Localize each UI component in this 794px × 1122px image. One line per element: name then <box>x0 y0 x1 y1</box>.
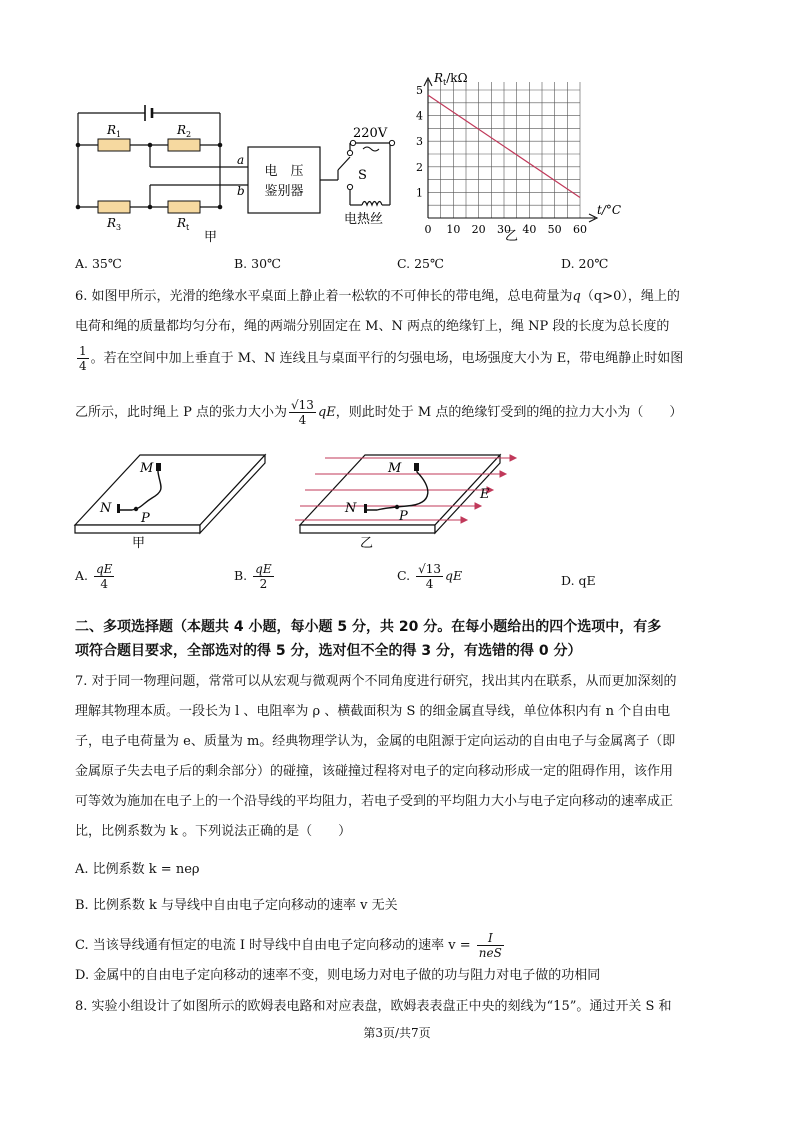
fig-caption-jia: 甲 <box>204 230 218 245</box>
resistor-r1 <box>98 139 130 151</box>
x-tick-label: 60 <box>573 223 587 236</box>
yi-label-e: E <box>480 487 490 502</box>
label-a: a <box>237 153 245 167</box>
jia-label-n: N <box>100 501 112 516</box>
circuit-diagram <box>70 95 410 250</box>
y-tick-label: 5 <box>416 84 423 97</box>
q7-line5: 可等效为施加在电子上的一个沿导线的平均阻力，若电子受到的平均阻力大小与电子定向移动的速率成正 <box>75 794 674 809</box>
y-tick-label: 2 <box>416 160 423 174</box>
jia-label-p: P <box>141 511 150 526</box>
x-tick-label: 30 <box>497 223 511 236</box>
q6-line2: 电荷和绳的质量都均匀分布，绳的两端分别固定在 M、N 两点的绝缘钉上，绳 NP 段的长度为总长度的 <box>75 319 670 334</box>
yi-label-p: P <box>399 509 408 524</box>
x-tick-label: 50 <box>547 223 562 236</box>
x-tick-label: 10 <box>446 223 461 236</box>
heater-label: 电热丝 <box>344 212 384 227</box>
label-rt: $R_t$ <box>177 216 190 232</box>
q6-option-a[interactable]: A. $\frac{qE}{4}$ <box>75 562 113 591</box>
chart-ylabel: $R_t/k\Omega$ <box>434 71 468 87</box>
rt-temperature-chart <box>410 68 625 246</box>
q6-line3: $\frac{1}{4}$ 。若在空间中加上垂直于 M、N 连线且与桌面平行的匀强电场，电场强度大小为 E，带电绳静止时如图 <box>79 344 684 373</box>
x-tick-label: 0 <box>424 223 432 236</box>
label-r3: $R_3$ <box>107 216 122 232</box>
q6-jia-caption: 甲 <box>132 536 146 550</box>
q6-fraction: $\frac{1}{4}$ <box>79 344 87 373</box>
q7-line6: 比，比例系数为 k 。下列说法正确的是（ ） <box>75 824 352 839</box>
x-tick-label: 40 <box>522 223 537 236</box>
q5-option-b[interactable]: B. 30℃ <box>234 256 282 271</box>
x-tick-label: 20 <box>471 223 486 236</box>
fig-caption-yi: 乙 <box>505 229 519 244</box>
q7-option-b[interactable]: B. 比例系数 k 与导线中自由电子定向移动的速率 v 无关 <box>75 898 398 913</box>
q7-option-d[interactable]: D. 金属中的自由电子定向移动的速率不变，则电场力对电子做的功与阻力对电子做的功相同 <box>75 968 601 983</box>
q6-yi-caption: 乙 <box>360 536 374 550</box>
q5-option-c[interactable]: C. 25℃ <box>397 256 444 271</box>
q8-line1: 8. 实验小组设计了如图所示的欧姆表电路和对应表盘，欧姆表表盘正中央的刻线为“15”。通过开关 S 和 <box>75 999 672 1014</box>
switch-label: S <box>358 168 367 183</box>
q6-figure-yi <box>295 450 520 550</box>
label-r1: $R_1$ <box>107 123 122 139</box>
resistor-r2 <box>168 139 200 151</box>
q7-line2: 理解其物理本质。一段长为 l 、电阻率为 ρ 、横截面积为 S 的细金属直导线，单位体积内有 n 个自由电 <box>75 704 671 719</box>
resistor-r3 <box>98 201 130 213</box>
y-tick-label: 4 <box>416 109 423 123</box>
q6-figure-jia <box>70 450 270 550</box>
y-tick-label: 1 <box>416 186 423 200</box>
q5-option-a[interactable]: A. 35℃ <box>75 256 122 271</box>
section2-heading-line2: 项符合题目要求，全部选对的得 5 分，选对但不全的得 3 分，有选错的得 0 分） <box>75 643 582 659</box>
q7-line3: 子，电子电荷量为 e、质量为 m。经典物理学认为，金属的电阻源于定向运动的自由电子与金属离子（即 <box>75 734 676 749</box>
page-footer: 第3页/共7页 <box>363 1026 431 1040</box>
q7-option-a[interactable]: A. 比例系数 k = neρ <box>75 862 200 877</box>
q7-option-c[interactable]: C. 当该导线通有恒定的电流 I 时导线中自由电子定向移动的速率 v = $\frac{I}{\text{neS}}$ <box>75 931 502 960</box>
label-r2: $R_2$ <box>177 123 192 139</box>
q7-line4: 金属原子失去电子后的剩余部分）的碰撞，该碰撞过程将对电子的定向移动形成一定的阻碍作用，该作用 <box>75 764 674 779</box>
label-b: b <box>237 184 245 198</box>
q6-option-c[interactable]: C. $\frac{√13}{4}$ qE <box>397 562 463 591</box>
jia-label-m: M <box>140 461 154 476</box>
yi-label-m: M <box>388 461 402 476</box>
chart-xlabel: t/°C <box>597 203 622 217</box>
box-line2: 鉴别器 <box>264 184 304 199</box>
yi-label-n: N <box>345 501 357 516</box>
q7-line1: 7. 对于同一物理问题，常常可以从宏观与微观两个不同角度进行研究，找出其内在联系，从而更加深刻的 <box>75 674 677 689</box>
resistor-rt <box>168 201 200 213</box>
q6-line4: 乙所示，此时绳上 P 点的张力大小为 $\frac{√13}{4}$ qE，则此时处于 M 点的绝缘钉受到的绳的拉力大小为（ ） <box>75 398 683 427</box>
q6-option-b[interactable]: B. $\frac{qE}{2}$ <box>234 562 272 591</box>
q5-option-d[interactable]: D. 20℃ <box>561 256 609 271</box>
y-tick-label: 3 <box>416 135 423 149</box>
q6-line1: 6. 如图甲所示，光滑的绝缘水平桌面上静止着一松软的不可伸长的带电绳，总电荷量为q（q>0），绳上的 <box>75 289 680 304</box>
box-line1: 电 压 <box>264 164 304 179</box>
q6-option-d[interactable]: D. qE <box>561 573 596 588</box>
section2-heading-line1: 二、多项选择题（本题共 4 小题，每小题 5 分，共 20 分。在每小题给出的四个选项中，有多 <box>75 619 662 635</box>
voltage-label: 220V <box>353 126 388 141</box>
